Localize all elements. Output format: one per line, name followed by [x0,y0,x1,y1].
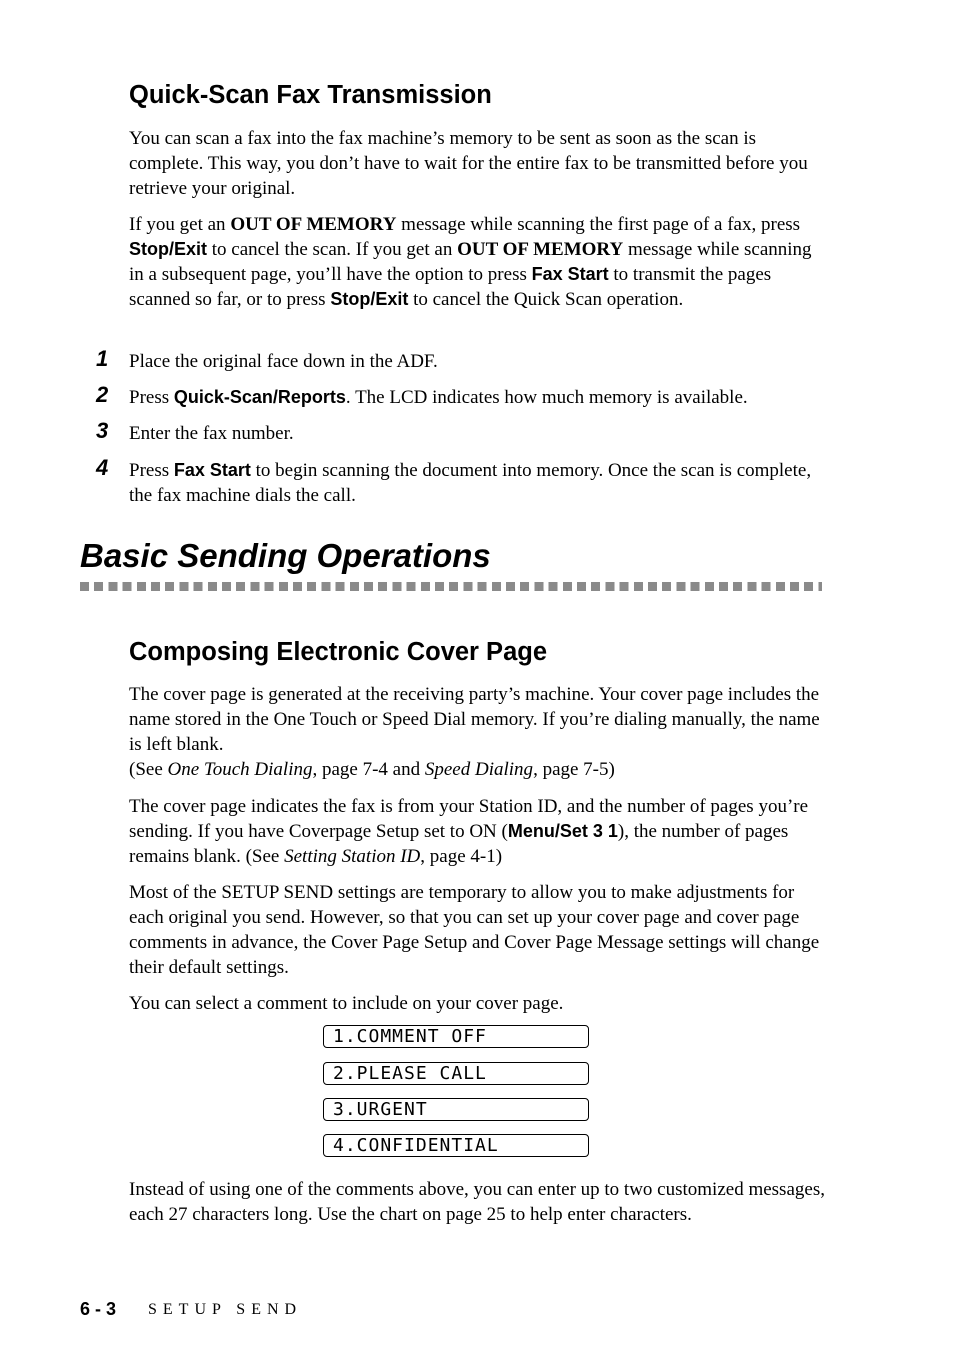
key-stop-exit: Stop/Exit [330,289,409,309]
paragraph-cover-page-intro: The cover page is generated at the receiving party’s machine. Your cover page includes the name stored in the One Touch or Speed Dial memory. If you’re dialing manually, the name is left blank. (See One Touch Dialing, page 7-4 and Speed Dialing, page 7-5) [129,684,820,780]
ref-speed-dialing: Speed Dialing [424,759,534,780]
step-number: 1 [96,346,109,371]
step-number: 3 [96,418,109,443]
key-fax-start: Fax Start [531,264,609,284]
key-stop-exit: Stop/Exit [129,239,208,259]
bold-out-of-memory: OUT OF MEMORY [230,214,397,235]
paragraph-select-comment: You can select a comment to include on your cover page. [129,993,564,1014]
key-fax-start: Fax Start [173,460,251,480]
key-menu-set-3-1: Menu/Set 3 1 [507,821,618,841]
ref-one-touch-dialing: One Touch Dialing [167,759,313,780]
bold-out-of-memory: OUT OF MEMORY [457,239,624,260]
step-number: 2 [96,382,109,407]
lcd-display-please-call: 2.PLEASE CALL [323,1062,589,1085]
paragraph-custom-messages: Instead of using one of the comments above, you can enter up to two customized messages, each 27 characters long. Use the chart on page 25 to help enter characters. [129,1179,825,1225]
ref-setting-station-id: Setting Station ID [284,846,421,867]
paragraph-station-id: The cover page indicates the fax is from your Station ID, and the number of pages you’re sending. If you have Coverpage Setup set to ON (Menu/Set 3 1), the number of pages remains blank. (See Setting Station ID, page 4-1) [129,796,809,867]
section-heading-quick-scan: Quick-Scan Fax Transmission [129,81,492,109]
paragraph-setup-send: Most of the SETUP SEND settings are temporary to allow you to make adjustments for each original you send. However, so that you can set up your cover page and cover page comments in advance, the Cover Page Setup and Cover Page Message settings will change their default settings. [129,882,820,978]
key-quick-scan-reports: Quick-Scan/Reports [173,387,346,407]
paragraph-quick-scan-intro: You can scan a fax into the fax machine’s memory to be sent as soon as the scan is complete. This way, you don’t have to wait for the entire fax to be transmitted before you retrieve your original. [129,128,808,199]
section-heading-cover-page: Composing Electronic Cover Page [129,638,548,666]
chapter-title-footer: SETUP SEND [148,1301,303,1318]
step-text: Press Quick-Scan/Reports. The LCD indicates how much memory is available. [129,387,748,408]
chapter-heading-basic-sending: Basic Sending Operations [80,537,491,574]
lcd-display-comment-off: 1.COMMENT OFF [323,1025,589,1048]
step-text: Enter the fax number. [129,423,294,444]
paragraph-out-of-memory: If you get an OUT OF MEMORY message while scanning the first page of a fax, press Stop/Exit to cancel the scan. If you get an OUT OF MEMORY message while scanning in a subsequent page, you’ll have the option to press Fax Start to transmit the pages scanned so far, or to press Stop/Exit to cancel the Quick Scan operation. [129,214,812,310]
step-text: Press Fax Start to begin scanning the document into memory. Once the scan is complete, the fax machine dials the call. [129,460,812,506]
lcd-display-urgent: 3.URGENT [323,1098,589,1121]
step-text: Place the original face down in the ADF. [129,351,438,372]
dotted-divider [80,582,822,591]
lcd-display-confidential: 4.CONFIDENTIAL [323,1134,589,1157]
page-number: 6 - 3 [80,1299,117,1319]
step-number: 4 [96,455,109,480]
